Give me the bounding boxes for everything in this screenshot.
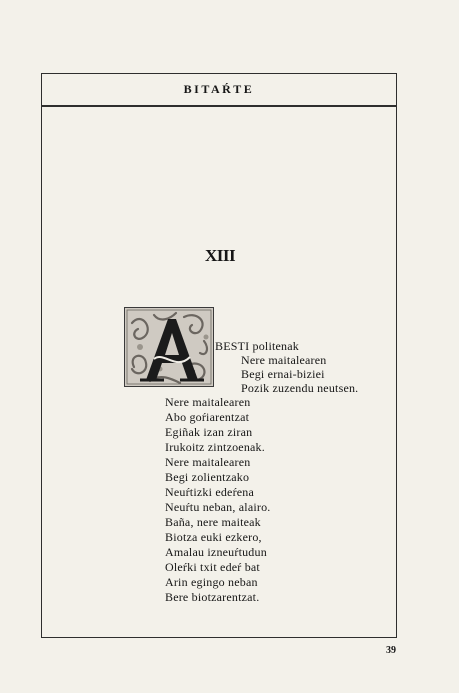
poem-line: Abo goŕiarentzat [165,410,250,424]
poem-line: Oleŕki txit edeŕ bat [165,560,260,574]
poem-line: Amalau izneuŕtudun [165,545,267,559]
poem-line: Biotza euki ezkero, [165,530,262,544]
ornamental-initial-icon [124,307,214,387]
poem-line: Egiñak izan ziran [165,425,253,439]
poem-line: Nere maitalearen [165,395,251,409]
poem-line: Pozik zuzendu neutsen. [241,381,359,395]
page-number: 39 [386,645,396,656]
poem-line: Irukoitz zintzoenak. [165,440,265,454]
poem-line: Begi ernai-biziei [241,367,325,381]
poem-line: Nere maitalearen [241,353,327,367]
poem-line: Baña, nere maiteak [165,515,261,529]
poem-line: Neuŕtizki edeŕena [165,485,255,499]
poem-line: Bere biotzarentzat. [165,590,260,604]
running-head: BITAŔTE [183,82,255,96]
poem-line: Neuŕtu neban, alairo. [165,500,271,514]
chapter-number: XIII [204,246,236,265]
poem-line: Arin egingo neban [165,575,258,589]
poem-line: BESTI politenak [215,339,299,353]
poem-line: Begi zolientzako [165,470,250,484]
header-rule [41,105,397,107]
poem-line: Nere maitalearen [165,455,251,469]
